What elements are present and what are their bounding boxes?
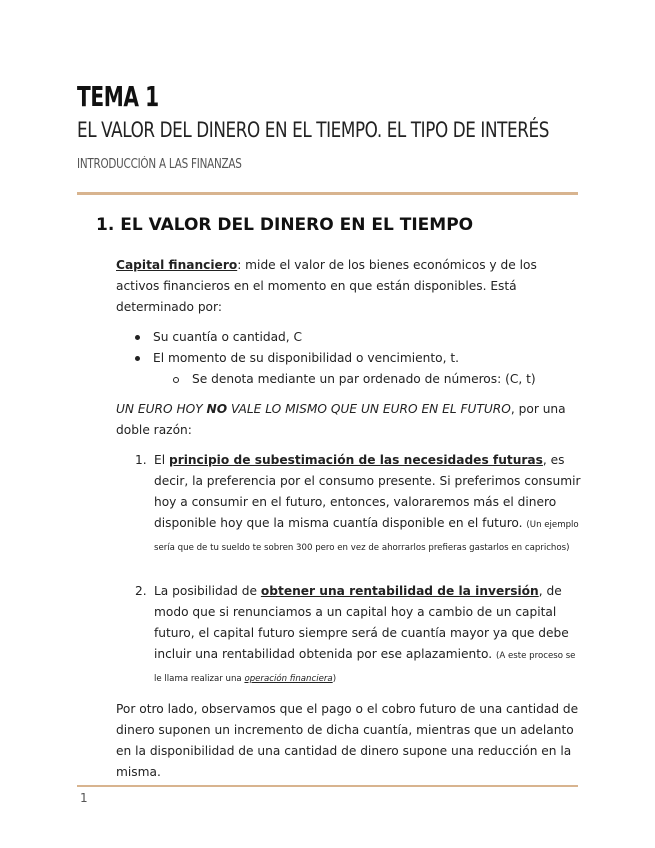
reason-emphasis: obtener una rentabilidad de la inversión <box>260 584 539 598</box>
closing-paragraph: Por otro lado, observamos que el pago o el cobro futuro de una cantidad de dinero suponen un incremento de dicha cuantía, mientras que un adelanto en la disponibilidad de una cantidad de dinero supone una reducción en la misma. <box>116 702 579 779</box>
section-body <box>116 255 581 783</box>
page-number: 1 <box>80 791 88 805</box>
capital-definition: : mide el valor de los bienes económicos y de los activos financieros en el momento en que están disponibles. Está determinado por: <box>116 258 537 314</box>
reason-note: (Un ejemplo sería que de tu sueldo te sobren 300 pero en vez de ahorrarlos prefieras gastarlos en caprichos) <box>154 520 579 553</box>
euro-statement-no: NO <box>206 402 228 416</box>
reasons-list <box>116 450 581 690</box>
reason-lead: La posibilidad de <box>154 584 261 598</box>
footer-divider <box>77 785 578 787</box>
reason-number: 2. <box>135 584 147 598</box>
capital-definition-paragraph <box>116 255 581 318</box>
euro-statement-tail: , por una doble razón: <box>116 402 566 437</box>
reason-text: , de modo que si renunciamos a un capital hoy a cambio de un capital futuro, el capital futuro siempre será de cuantía mayor ya que debe incluir una rentabilidad obtenida por ese aplazamiento. <box>154 584 569 661</box>
header-divider <box>77 192 578 195</box>
reason-text: , es decir, la preferencia por el consumo presente. Si preferimos consumir hoy a consumir en el futuro, entonces, valoraremos más el dinero disponible hoy que la misma cuantía disponible en el futuro. <box>154 453 581 530</box>
euro-statement-pre: UN EURO HOY <box>116 402 207 416</box>
document-subtitle: EL VALOR DEL DINERO EN EL TIEMPO. EL TIPO DE INTERÉS <box>77 118 549 142</box>
reason-item <box>116 581 581 690</box>
section-heading: 1. EL VALOR DEL DINERO EN EL TIEMPO <box>96 215 474 235</box>
list-item: El momento de su disponibilidad o vencimiento, t. <box>116 348 581 369</box>
reason-note-post: ) <box>332 674 337 684</box>
list-item: Su cuantía o cantidad, C <box>116 327 581 348</box>
course-name: INTRODUCCIÓN A LAS FINANZAS <box>77 157 242 172</box>
operacion-financiera-term: operación financiera <box>244 674 333 684</box>
reason-number: 1. <box>135 453 147 467</box>
euro-statement-post: VALE LO MISMO QUE UN EURO EN EL FUTURO <box>227 402 511 416</box>
document-title: TEMA 1 <box>77 80 159 113</box>
reason-note-pre: (A este proceso se le llama realizar una <box>154 651 576 684</box>
capital-components-list <box>116 327 581 390</box>
capital-term: Capital financiero <box>116 258 238 272</box>
sub-list-item: Se denota mediante un par ordenado de números: (C, t) <box>116 369 581 390</box>
reason-emphasis: principio de subestimación de las necesidades futuras <box>168 453 543 467</box>
reason-lead: El <box>154 453 169 467</box>
reason-item <box>116 450 581 559</box>
euro-statement <box>116 399 581 441</box>
